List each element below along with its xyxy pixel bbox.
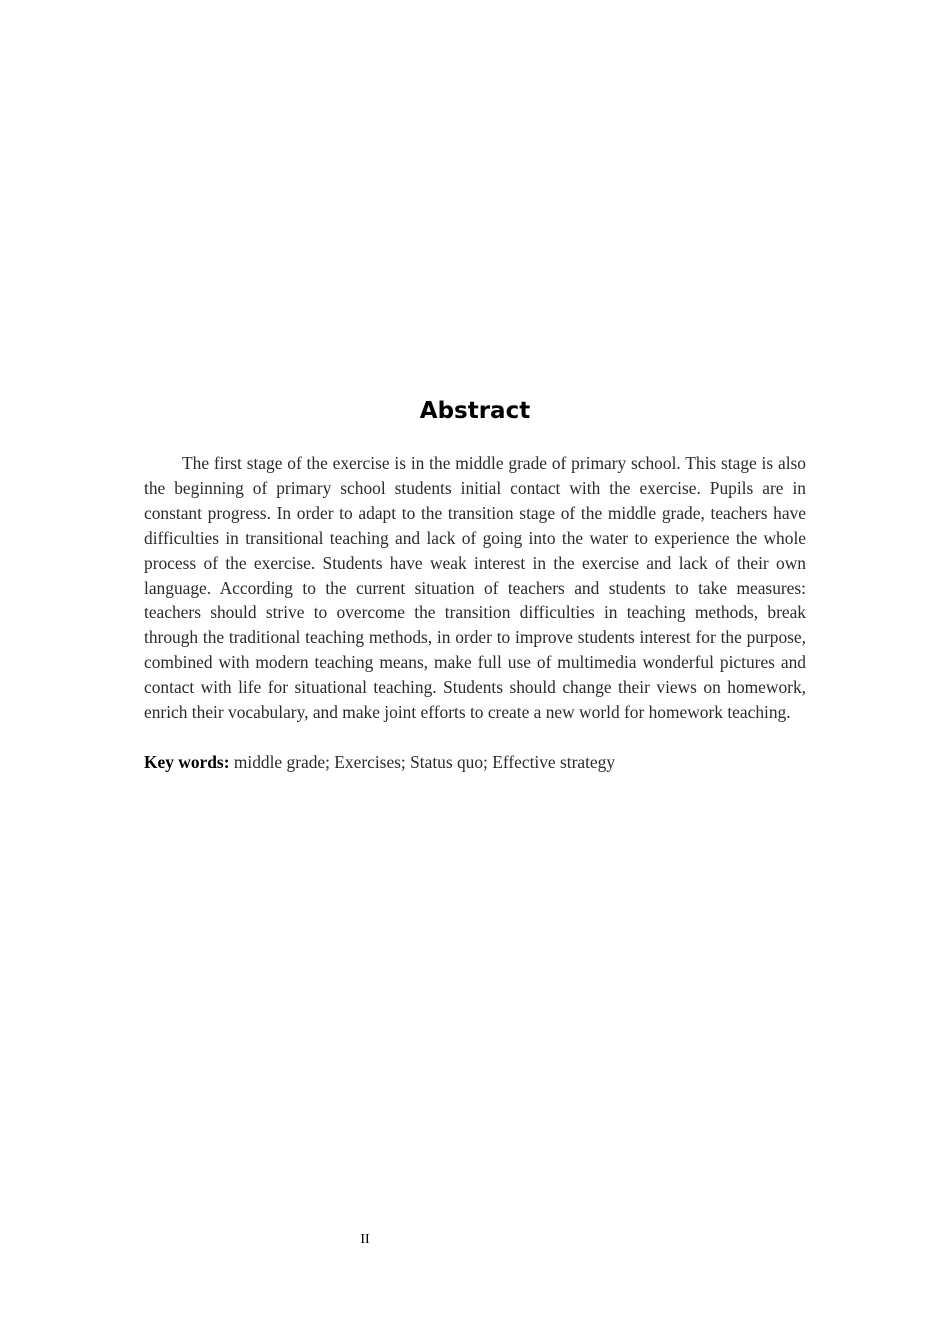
keywords-line (144, 750, 806, 775)
abstract-heading: Abstract (419, 398, 531, 424)
keywords-text: middle grade; Exercises; Status quo; Effective strategy (229, 752, 616, 772)
keywords-label: Key words: (144, 752, 230, 772)
page-number: II (360, 1232, 370, 1247)
abstract-paragraph: The first stage of the exercise is in the middle grade of primary school. This stage is also the beginning of primary school students initial contact with the exercise. Pupils are in constant progress. In order to adapt to the transition stage of the middle grade, teachers have difficulties in transitional teaching and lack of going into the water to experience the whole process of the exercise. Students have weak interest in the exercise and lack of their own language. According to the current situation of teachers and students to take measures: teachers should strive to overcome the transition difficulties in teaching methods, break through the traditional teaching methods, in order to improve students interest for the purpose, combined with modern teaching means, make full use of multimedia wonderful pictures and contact with life for situational teaching. Students should change their views on homework, enrich their vocabulary, and make joint efforts to create a new world for homework teaching. (144, 453, 806, 723)
